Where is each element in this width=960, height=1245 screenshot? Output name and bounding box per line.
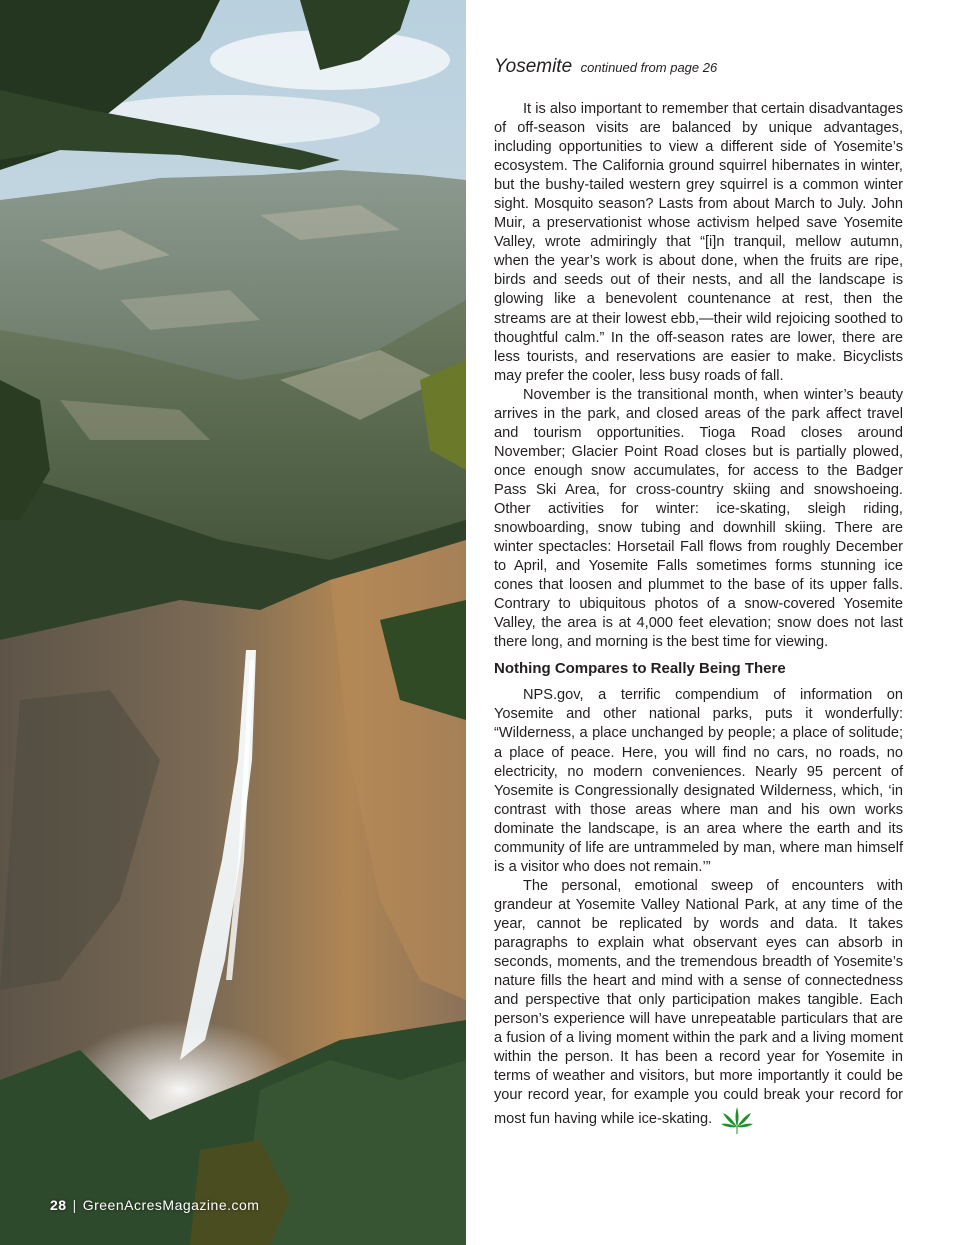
body-paragraph: It is also important to remember that certain disadvantages of off-season visits are balanced by unique advantages, including opportunities to view a different side of Yosemite’s ecosystem. The California ground squirrel hibernates in winter, but the bushy-tailed western grey squirrel is a common winter sight. Mosquito season? Lasts from about March to July. John Muir, a preservationist whose activism helped save Yosemite Valley, wrote admiringly that “[i]n tranquil, mellow autumn, when the year’s work is about done, when the fruits are ripe, birds and seeds out of their nests, and all the landscape is glowing like a benevolent countenance at rest, then the streams are at their lowest ebb,—their wild rejoicing soothed to thoughtful calm.” In the off-season rates are lower, there are less tourists, and reservations are easier to make. Bicyclists may prefer the cooler, less busy roads of fall. xyxy=(494,101,903,384)
page-number: 28 xyxy=(50,1197,67,1213)
article-kicker: Yosemite xyxy=(494,56,573,77)
waterfall-photo xyxy=(0,0,466,1245)
yosemite-falls-photo xyxy=(0,0,466,1245)
body-paragraph: November is the transitional month, when winter’s beauty arrives in the park, and closed areas of the park affect travel and tourism opportunities. Tioga Road closes around November; Glacier Point Road closes but is partially plowed, once enough snow accumulates, for access to the Badger Pass Ski Area, for cross-country skiing and snowshoeing. Other activities for winter: ice-skating, sleigh riding, snowboarding, snow tubing and downhill skiing. There are winter spectacles: Horsetail Fall flows from roughly December to April, and Yosemite Falls sometimes forms stunning ice cones that loosen and plummet to the base of its upper falls. Contrary to ubiquitous photos of a snow-covered Yosemite Valley, the area is at 4,000 feet elevation; snow does not last there long, and morning is the best time for viewing. xyxy=(494,386,903,651)
continued-note: continued from page 26 xyxy=(580,60,718,75)
article-column xyxy=(494,56,903,1135)
body-paragraph: NPS.gov, a terrific compendium of information on Yosemite and other national parks, puts it wonderfully: “Wilderness, a place unchanged by people; a place of solitude; a place of peace. Here, you will find no cars, no roads, no electricity, no modern conveniences. Nearly 95 percent of Yosemite is Congressionally designated Wilderness, which, ‘in contrast with those areas where man and his own works dominate the landscape, is an area where the earth and its community of life are untrammeled by man, where man himself is a visitor who does not remain.’” xyxy=(494,687,903,875)
continuation-header xyxy=(494,56,903,78)
folio-separator: | xyxy=(72,1197,77,1213)
subheading: Nothing Compares to Really Being There xyxy=(494,660,786,678)
body-paragraph-final xyxy=(494,877,903,1136)
final-paragraph-text: The personal, emotional sweep of encounters with grandeur at Yosemite Valley National Park, at any time of the year, cannot be replicated by words and data. It takes paragraphs to explain what observant eyes can absorb in seconds, moments, and the tremendous breadth of Yosemite’s nature fills the heart and mind with a sense of connectedness and perspective that only participation makes tangible. Each person’s experience will have unrepeatable particulars that are a fusion of a living moment within the park and a living moment within the person. It has been a record year for Yosemite in terms of weather and visitors, but more importantly it could be your record year, for example you could break your record for most fun having while ice-skating. xyxy=(494,877,903,1128)
cannabis-leaf-icon xyxy=(720,1105,754,1135)
page-folio xyxy=(50,1197,259,1213)
site-name: GreenAcresMagazine.com xyxy=(82,1197,260,1213)
